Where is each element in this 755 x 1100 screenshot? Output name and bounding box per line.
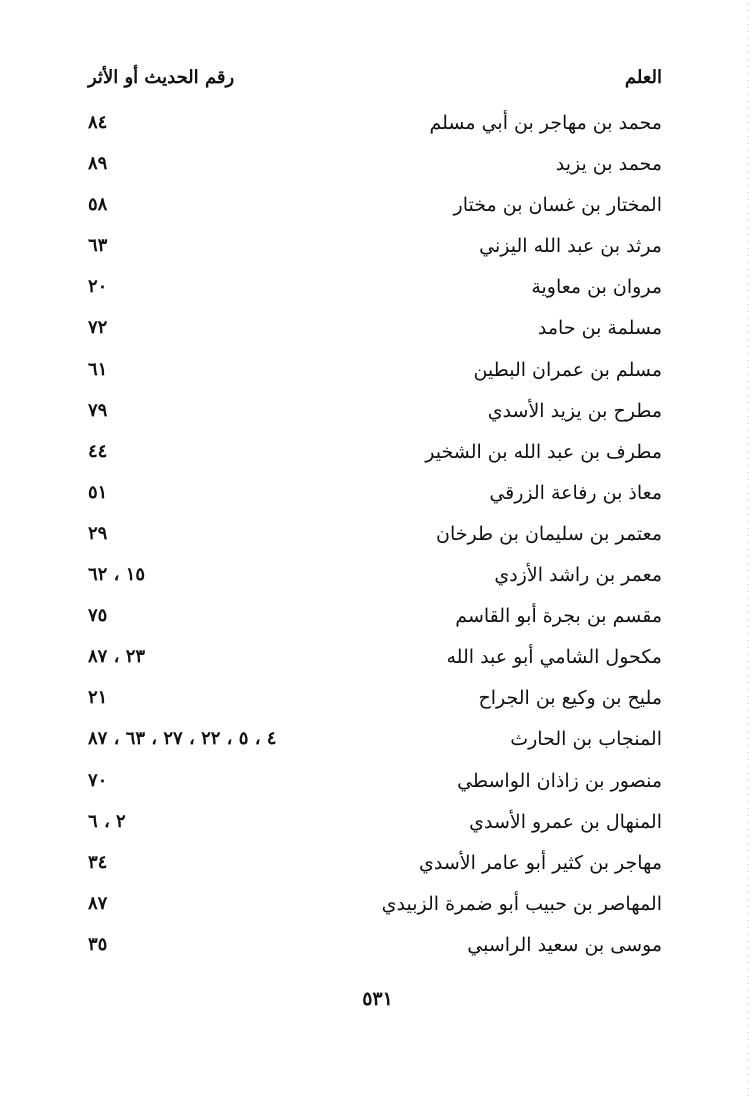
hadith-numbers: ٧٢ [88,317,108,339]
person-name: مليح بن وكيع بن الجراح [478,687,662,710]
person-name: معمر بن راشد الأزدي [494,564,662,587]
hadith-numbers: ٧٩ [88,399,108,421]
list-item [78,596,662,637]
header-number-column: رقم الحديث أو الأثر [88,67,235,88]
person-name: محمد بن يزيد [555,153,662,176]
hadith-numbers: ٨٩ [88,153,108,175]
person-name: مسلم بن عمران البطين [473,358,662,381]
list-item [78,514,662,555]
list-item [78,103,662,144]
person-name: المختار بن غسان بن مختار [453,194,662,217]
list-item [78,884,662,925]
list-item [78,802,662,843]
page-number: ٥٣١ [362,988,393,1010]
list-item [78,719,662,760]
list-item [78,226,662,267]
person-name: مسلمة بن حامد [537,317,662,340]
person-name: مرثد بن عبد الله اليزني [479,235,662,258]
hadith-numbers: ٢ ، ٦ [88,810,126,832]
header-name-column: العلم [624,67,662,88]
list-item [78,761,662,802]
hadith-numbers: ١٥ ، ٦٢ [88,564,146,586]
hadith-numbers: ٥١ [88,481,108,503]
person-name: معتمر بن سليمان بن طرخان [436,522,662,545]
list-item [78,432,662,473]
person-name: مكحول الشامي أبو عبد الله [446,646,662,669]
list-item [78,350,662,391]
hadith-numbers: ٧٥ [88,605,108,627]
hadith-numbers: ٦٣ [88,235,108,257]
hadith-numbers: ٢١ [88,687,108,709]
person-name: المنهال بن عمرو الأسدي [469,810,662,833]
list-item [78,308,662,349]
person-name: مطرف بن عبد الله بن الشخير [425,440,662,463]
hadith-numbers: ٤٤ [88,440,108,462]
hadith-numbers: ٨٤ [88,112,108,133]
person-name: مروان بن معاوية [531,276,662,299]
person-name: مطرح بن يزيد الأسدي [487,399,662,422]
list-item [78,843,662,884]
list-item [78,144,662,185]
list-item [78,925,662,966]
person-name: موسى بن سعيد الراسبي [467,933,662,956]
hadith-numbers: ٤ ، ٥ ، ٢٢ ، ٢٧ ، ٦٣ ، ٨٧ [88,728,277,750]
hadith-numbers: ٦١ [88,358,108,380]
page-edge-dots [747,0,749,1100]
index-list [78,103,662,966]
person-name: مهاجر بن كثير أبو عامر الأسدي [419,851,662,874]
hadith-numbers: ٢٠ [88,276,108,298]
hadith-numbers: ٣٥ [88,933,108,955]
hadith-numbers: ٢٩ [88,522,108,544]
list-item [78,678,662,719]
table-header [78,61,662,95]
list-item [78,391,662,432]
person-name: المهاصر بن حبيب أبو ضمرة الزبيدي [381,892,662,915]
list-item [78,637,662,678]
hadith-numbers: ٣٤ [88,851,108,873]
person-name: المنجاب بن الحارث [510,728,662,751]
person-name: محمد بن مهاجر بن أبي مسلم [429,112,662,134]
person-name: منصور بن زاذان الواسطي [457,769,662,792]
hadith-numbers: ٥٨ [88,194,108,216]
hadith-numbers: ٨٧ [88,892,108,914]
list-item [78,473,662,514]
person-name: مقسم بن بجرة أبو القاسم [455,605,662,628]
hadith-numbers: ٧٠ [88,769,108,791]
list-item [78,185,662,226]
list-item [78,267,662,308]
person-name: معاذ بن رفاعة الزرقي [489,481,662,504]
list-item [78,555,662,596]
hadith-numbers: ٢٣ ، ٨٧ [88,646,146,668]
